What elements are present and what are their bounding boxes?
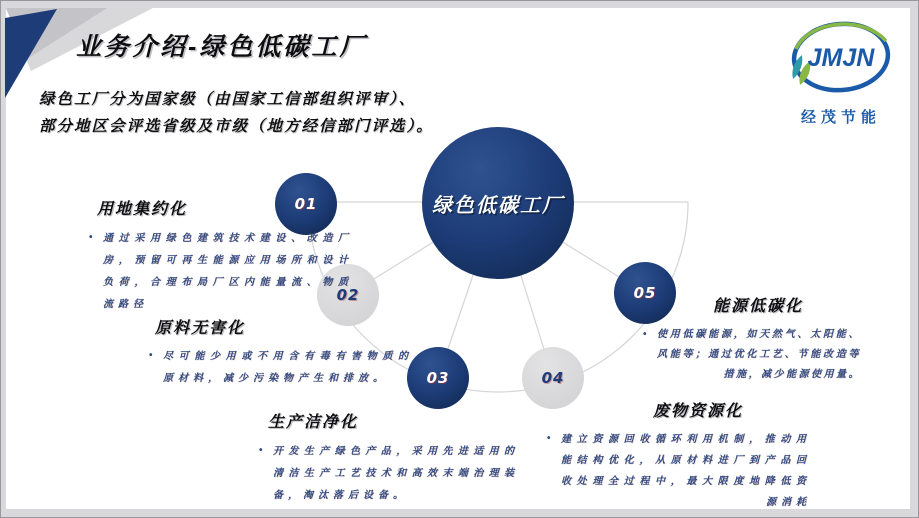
node-01-desc: 通过采用绿色建筑技术建设、改造厂房，预留可再生能源应用场所和设计负荷，合理布局厂区内能量流、物质流路径 xyxy=(103,233,353,310)
node-03-title: 生产洁净化 xyxy=(268,414,359,431)
node-02-title: 原料无害化 xyxy=(155,320,246,337)
node-04-desc: 建立资源回收循环利用机制，推动用能结构优化，从原材料进厂到产品回收处理全过程中，最大限度地降低资源消耗 xyxy=(561,434,811,508)
node-01-title: 用地集约化 xyxy=(97,201,188,218)
logo-initials: JMJN xyxy=(807,44,875,72)
node-03-desc: 开发生产绿色产品，采用先进适用的清洁生产工艺技术和高效末端治理装备，淘汰落后设备。 xyxy=(273,446,519,501)
node-04-bullet: • xyxy=(547,433,551,444)
node-05-title: 能源低碳化 xyxy=(712,298,803,315)
node-05-bullet: • xyxy=(643,329,647,340)
node-01-number: 01 xyxy=(294,195,318,213)
company-logo xyxy=(777,13,905,127)
node-02-number: 02 xyxy=(336,286,360,304)
node-02-desc: 尽可能少用或不用含有毒有害物质的原材料，减少污染物产生和排放。 xyxy=(163,351,413,384)
page-title: 业务介绍-绿色低碳工厂 xyxy=(76,33,368,61)
node-01-bullet: • xyxy=(89,232,93,243)
node-05-desc: 使用低碳能源，如天然气、太阳能、风能等；通过优化工艺、节能改造等措施，减少能源使用量。 xyxy=(657,329,861,380)
node-03-bullet: • xyxy=(259,445,263,456)
logo-oval-icon xyxy=(782,13,900,99)
node-04-title: 废物资源化 xyxy=(652,403,743,420)
node-05-number: 05 xyxy=(633,284,657,302)
node-03-number: 03 xyxy=(426,369,450,387)
intro-text xyxy=(39,86,434,140)
logo-company-name: 经茂节能 xyxy=(800,109,881,126)
node-04-number: 04 xyxy=(541,369,565,387)
hub-label: 绿色低碳工厂 xyxy=(432,195,564,217)
node-02-bullet: • xyxy=(149,350,153,361)
intro-line-2: 部分地区会评选省级及市级（地方经信部门评选）。 xyxy=(39,118,434,135)
intro-line-1: 绿色工厂分为国家级（由国家工信部组织评审）、 xyxy=(39,91,417,108)
